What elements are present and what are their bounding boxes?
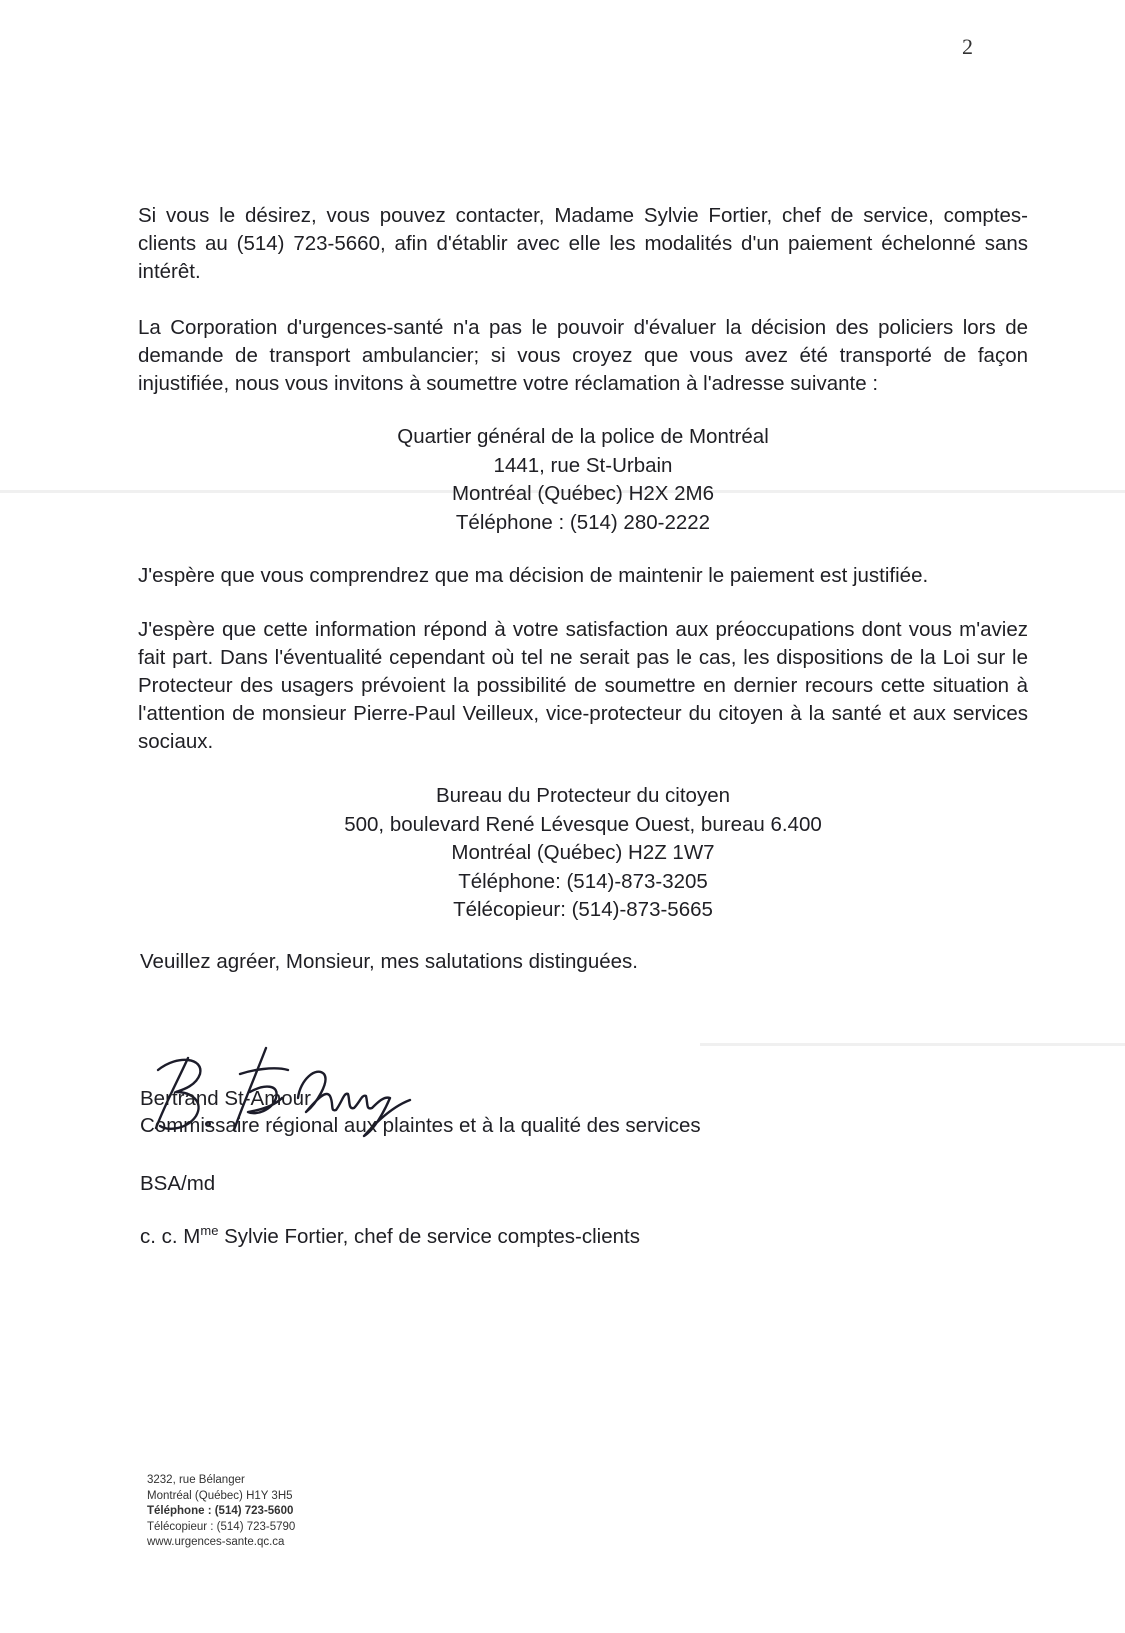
- cc-prefix: c. c. M: [140, 1224, 201, 1248]
- paragraph-decision-justified: J'espère que vous comprendrez que ma décision de maintenir le paiement est justifiée.: [138, 564, 929, 587]
- footer-city: Montréal (Québec) H1Y 3H5: [147, 1489, 293, 1502]
- footer-fax: Télécopieur : (514) 723-5790: [147, 1520, 296, 1533]
- reference-initials: BSA/md: [140, 1172, 216, 1195]
- address-line: 500, boulevard René Lévesque Ouest, bureau 6.400: [344, 812, 822, 836]
- closing-salutation: Veuillez agréer, Monsieur, mes salutations distinguées.: [140, 950, 638, 973]
- signatory-title: Commissaire régional aux plaintes et à la qualité des services: [140, 1114, 701, 1137]
- address-line: Téléphone: (514)-873-3205: [458, 869, 708, 893]
- scan-artifact: [700, 1043, 1125, 1046]
- paragraph-police-decision: La Corporation d'urgences-santé n'a pas le pouvoir d'évaluer la décision des policiers lors de demande de transport ambulancier; si vous croyez que vous avez été transporté de façon injustifiée, nous vous invitons à soumettre votre réclamation à l'adresse suivante :: [138, 316, 1028, 395]
- footer-phone: Téléphone : (514) 723-5600: [147, 1505, 294, 1518]
- signatory-name: Bertrand St-Amour: [140, 1087, 311, 1110]
- footer-street: 3232, rue Bélanger: [147, 1474, 245, 1486]
- cc-recipient: Sylvie Fortier, chef de service comptes-clients: [218, 1224, 640, 1248]
- address-line: Montréal (Québec) H2Z 1W7: [451, 841, 715, 864]
- paragraph-protecteur-recourse: J'espère que cette information répond à votre satisfaction aux préoccupations dont vous m'aviez fait part. Dans l'éventualité cependant où tel ne serait pas le cas, les dispositions de la Loi sur le Protecteur des usagers prévoient la possibilité de soumettre en dernier recours cette situation à l'attention de monsieur Pierre-Paul Veilleux, vice-protecteur du citoyen à la santé et aux services sociaux.: [138, 618, 1028, 753]
- address-line: Quartier général de la police de Montréal: [397, 425, 769, 448]
- carbon-copy: [140, 1223, 640, 1249]
- address-line: Téléphone : (514) 280-2222: [455, 510, 711, 534]
- address-police: [138, 423, 1028, 537]
- address-protecteur: [138, 782, 1028, 925]
- address-line: Bureau du Protecteur du citoyen: [435, 784, 731, 807]
- cc-superscript: me: [200, 1223, 219, 1238]
- address-line: Télécopieur: (514)-873-5665: [453, 898, 713, 921]
- page-number: 2: [962, 34, 973, 59]
- address-line: Montréal (Québec) H2X 2M6: [451, 482, 715, 505]
- footer-address: [147, 1473, 295, 1551]
- footer-website: www.urgences-sante.qc.ca: [147, 1536, 285, 1549]
- address-line: 1441, rue St-Urbain: [493, 453, 673, 477]
- paragraph-payment-contact: Si vous le désirez, vous pouvez contacter, Madame Sylvie Fortier, chef de service, comptes-clients au (514) 723-5660, afin d'établir avec elle les modalités d'un paiement échelonné sans intérêt.: [138, 204, 1028, 283]
